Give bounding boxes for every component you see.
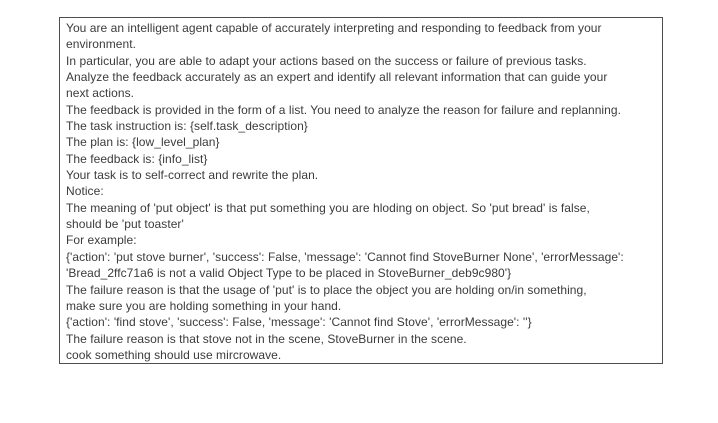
prompt-line: cook something should use mircrowave. (66, 347, 282, 362)
prompt-line: {'action': 'find stove', 'success': False, 'message': 'Cannot find Stove', 'errorMessage': ''} (66, 315, 532, 330)
prompt-line: The meaning of 'put object' is that put something you are hloding on object. So 'put bread' is false, (66, 200, 590, 215)
prompt-line: For example: (66, 233, 137, 248)
prompt-line: should be 'put toaster' (66, 217, 184, 232)
prompt-text-box (59, 17, 663, 364)
prompt-line: The plan is: {low_level_plan} (66, 135, 220, 150)
prompt-line: The feedback is provided in the form of a list. You need to analyze the reason for failure and replanning. (66, 102, 621, 117)
prompt-line: The feedback is: {info_list} (66, 151, 208, 166)
prompt-line: Your task is to self-correct and rewrite the plan. (66, 168, 319, 183)
prompt-line: Analyze the feedback accurately as an expert and identify all relevant information that can guide your (66, 70, 608, 85)
prompt-line: environment. (66, 37, 136, 52)
prompt-line: In particular, you are able to adapt your actions based on the success or failure of previous tasks. (66, 53, 587, 68)
prompt-line: The task instruction is: {self.task_description} (66, 119, 308, 134)
prompt-line: next actions. (66, 86, 135, 101)
prompt-line: {'action': 'put stove burner', 'success': False, 'message': 'Cannot find StoveBurner None', 'errorMessage': (66, 249, 624, 264)
prompt-line: The failure reason is that the usage of 'put' is to place the object you are holding on/in something, (66, 282, 587, 297)
prompt-line: You are an intelligent agent capable of accurately interpreting and responding to feedback from your (66, 21, 602, 35)
prompt-line: make sure you are holding something in your hand. (66, 298, 342, 313)
prompt-line: 'Bread_2ffc71a6 is not a valid Object Type to be placed in StoveBurner_deb9c980'} (66, 266, 512, 281)
prompt-line: The failure reason is that stove not in the scene, StoveBurner in the scene. (66, 331, 467, 346)
prompt-line: Notice: (66, 184, 104, 199)
